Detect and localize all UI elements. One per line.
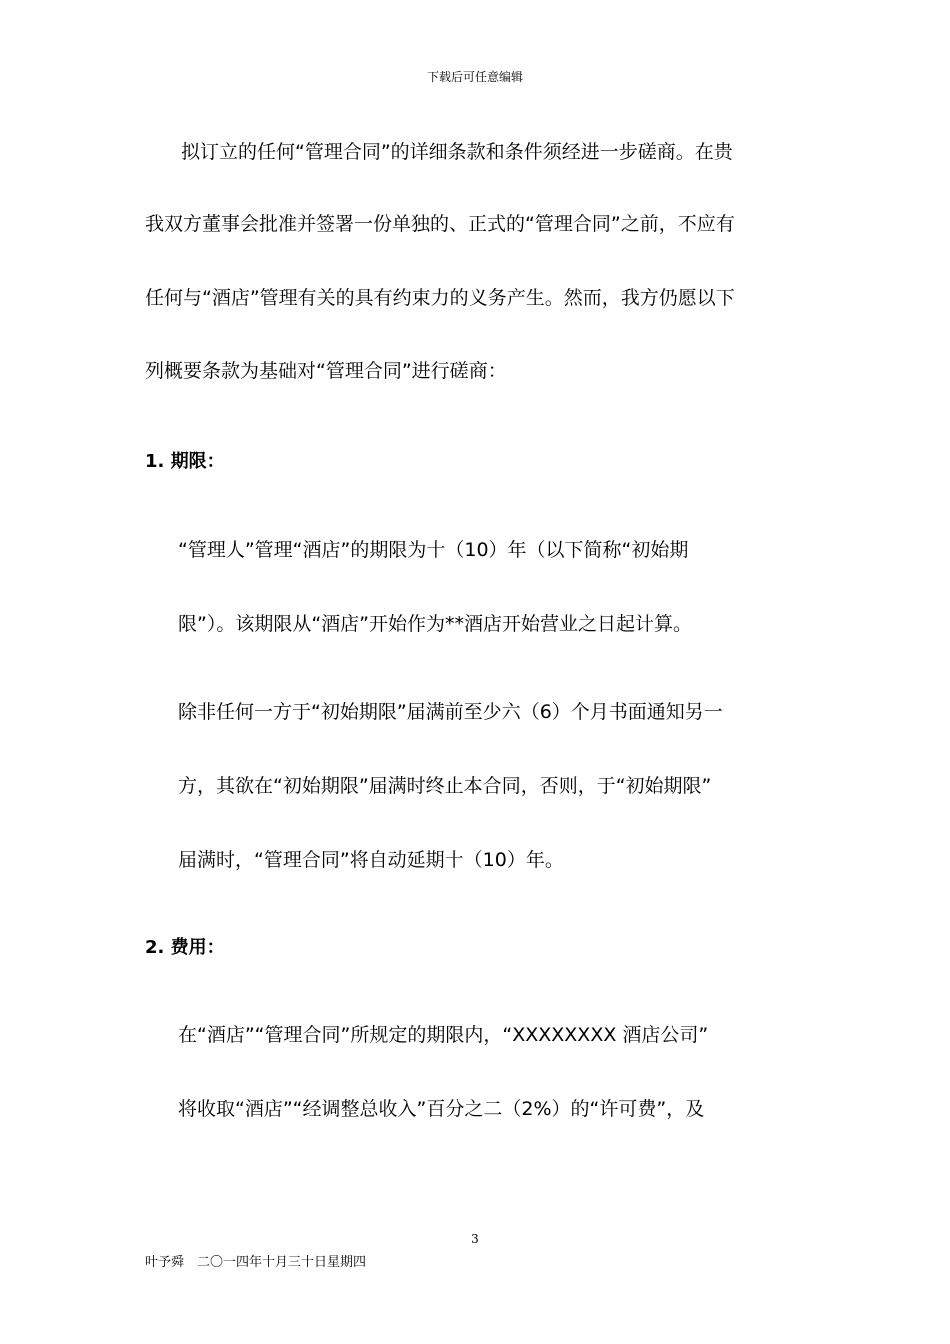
section-fees-heading: 2. 费用： [145,937,225,958]
footer-author-date: 叶予舜 二〇一四年十月三十日星期四 [145,1255,367,1270]
term-line-2: 限”）。该期限从“酒店”开始作为**酒店开始营业之日起计算。 [178,613,693,635]
fees-line-1: 在“酒店”“管理合同”所规定的期限内，“XXXXXXXX 酒店公司” [178,1024,709,1046]
header-note: 下载后可任意编辑 [426,70,523,84]
term-line-4: 方，其欲在“初始期限”届满时终止本合同，否则，于“初始期限” [178,775,712,797]
section-term-heading: 1. 期限： [145,451,225,472]
term-line-5: 届满时，“管理合同”将自动延期十（10）年。 [178,849,564,871]
fees-line-2: 将收取“酒店”“经调整总收入”百分之二（2%）的“许可费”，及 [178,1098,705,1120]
intro-line-2: 我双方董事会批准并签署一份单独的、正式的“管理合同”之前，不应有 [145,213,735,235]
term-line-3: 除非任何一方于“初始期限”届满前至少六（6）个月书面通知另一 [178,701,723,723]
term-line-1: “管理人”管理“酒店”的期限为十（10）年（以下简称“初始期 [178,539,689,561]
intro-line-4: 列概要条款为基础对“管理合同”进行磋商： [145,360,507,382]
intro-line-3: 任何与“酒店”管理有关的具有约束力的义务产生。然而，我方仍愿以下 [145,287,735,309]
intro-line-1: 拟订立的任何“管理合同”的详细条款和条件须经进一步磋商。在贵 [181,141,733,163]
page-number: 3 [471,1232,479,1246]
